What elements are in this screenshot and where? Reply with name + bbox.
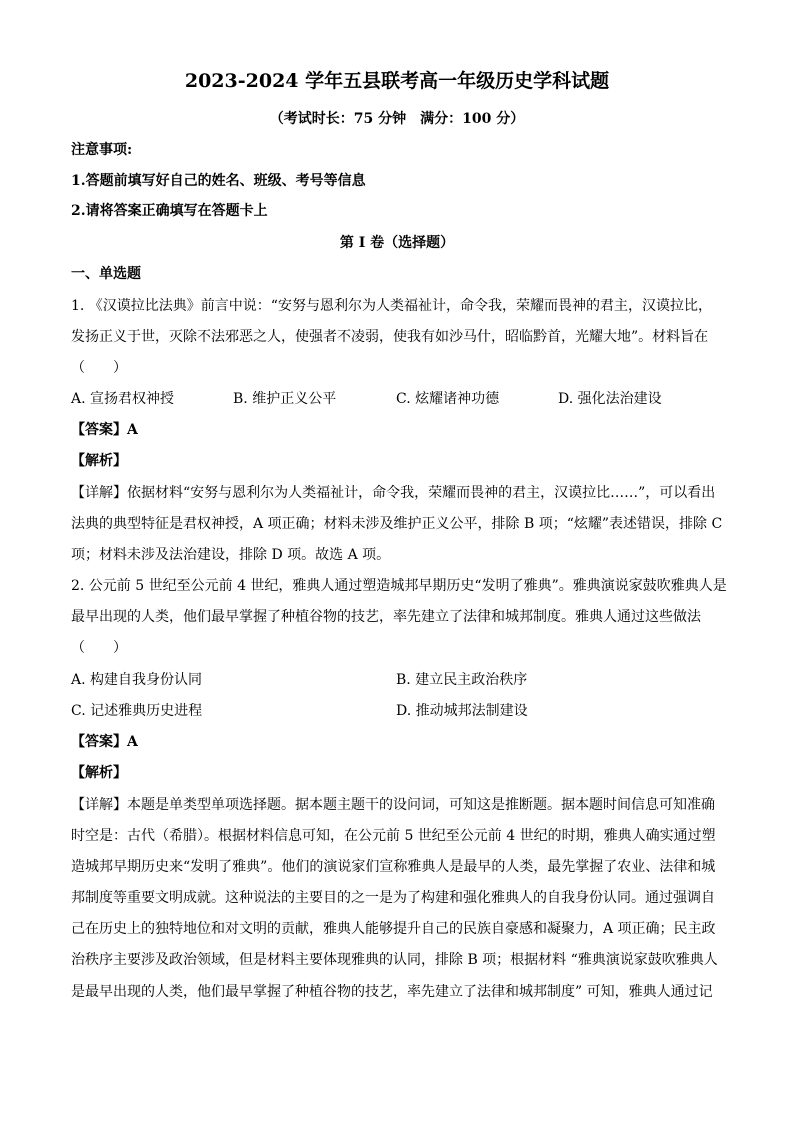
q1-detail-line-3: 项；材料未涉及法治建设，排除 D 项。故选 A 项。 — [71, 547, 391, 563]
q1-option-b: B. 维护正义公平 — [233, 391, 337, 407]
q2-detail-line-2: 时空是：古代（希腊）。根据材料信息可知，在公元前 5 世纪至公元前 4 世纪的时期，雅典人确实通过塑 — [71, 828, 716, 844]
q2-detail-line-7: 是最早出现的人类，他们最早掌握了种植谷物的技艺，率先建立了法律和城邦制度” 可知，雅典人通过记 — [71, 984, 713, 1000]
q2-detail-line-3: 造城邦早期历史来“发明了雅典”。他们的演说家们宣称雅典人是最早的人类，最先掌握了农业、法律和城 — [71, 859, 716, 875]
q1-blank: （ ） — [71, 360, 127, 376]
q2-option-b: B. 建立民主政治秩序 — [396, 672, 528, 688]
q1-option-a: A. 宣扬君权神授 — [71, 391, 175, 407]
q2-blank: （ ） — [71, 640, 127, 656]
q2-detail-line-1: 【详解】本题是单类型单项选择题。据本题主题干的设问词，可知这是推断题。据本题时间信息可知准确 — [71, 797, 715, 813]
q1-detail-line-1: 【详解】依据材料“安努与恩利尔为人类福祉计，命令我，荣耀而畏神的君主，汉谟拉比……”，可以看出 — [71, 485, 716, 501]
q2-detail-line-4: 邦制度等重要文明成就。这种说法的主要目的之一是为了构建和强化雅典人的自我身份认同。通过强调自 — [71, 890, 715, 906]
q2-detail-line-5: 己在历史上的独特地位和对文明的贡献，雅典人能够提升自己的民族自豪感和凝聚力，A 项正确；民主政 — [71, 921, 716, 937]
part-heading: 一、单选题 — [71, 266, 141, 282]
q2-detail-line-6: 治秩序主要涉及政治领域，但是材料主要体现雅典的认同，排除 B 项；根据材料 “雅典演说家鼓吹雅典人 — [71, 952, 718, 968]
q1-detail-line-2: 法典的典型特征是君权神授，A 项正确；材料未涉及维护正义公平，排除 B 项；“炫耀”表述错误，排除 C — [71, 516, 723, 532]
q2-stem-line-2: 最早出现的人类，他们最早掌握了种植谷物的技艺，率先建立了法律和城邦制度。雅典人通过这些做法 — [71, 609, 701, 625]
note-item-2: 2.请将答案正确填写在答题卡上 — [71, 203, 268, 219]
q1-stem-line-2: 发扬正义于世，灭除不法邪恶之人，使强者不凌弱，使我有如沙马什，昭临黔首，光耀大地”。材料旨在 — [71, 329, 709, 345]
q2-analysis-label: 【解析】 — [71, 765, 127, 781]
q2-stem-line-1: 2. 公元前 5 世纪至公元前 4 世纪，雅典人通过塑造城邦早期历史“发明了雅典”。雅典演说家鼓吹雅典人是 — [71, 578, 727, 594]
volume-heading: 第 I 卷（选择题） — [339, 235, 455, 251]
q2-option-d: D. 推动城邦法制建设 — [396, 703, 528, 719]
q2-answer: 【答案】A — [71, 734, 138, 750]
q1-answer: 【答案】A — [71, 422, 138, 438]
exam-duration-score: （考试时长：75 分钟 满分：100 分） — [269, 111, 525, 127]
page-title: 2023-2024 学年五县联考高一年级历史学科试题 — [184, 70, 610, 92]
q2-option-a: A. 构建自我身份认同 — [71, 672, 203, 688]
notes-heading: 注意事项: — [71, 142, 133, 158]
q1-option-c: C. 炫耀诸神功德 — [396, 391, 500, 407]
q2-option-c: C. 记述雅典历史进程 — [71, 703, 203, 719]
q1-stem-line-1: 1. 《汉谟拉比法典》前言中说：“安努与恩利尔为人类福祉计，命令我，荣耀而畏神的君主，汉谟拉比， — [71, 298, 712, 314]
note-item-1: 1.答题前填写好自己的姓名、班级、考号等信息 — [71, 173, 366, 189]
q1-analysis-label: 【解析】 — [71, 453, 127, 469]
q1-option-d: D. 强化法治建设 — [558, 391, 662, 407]
